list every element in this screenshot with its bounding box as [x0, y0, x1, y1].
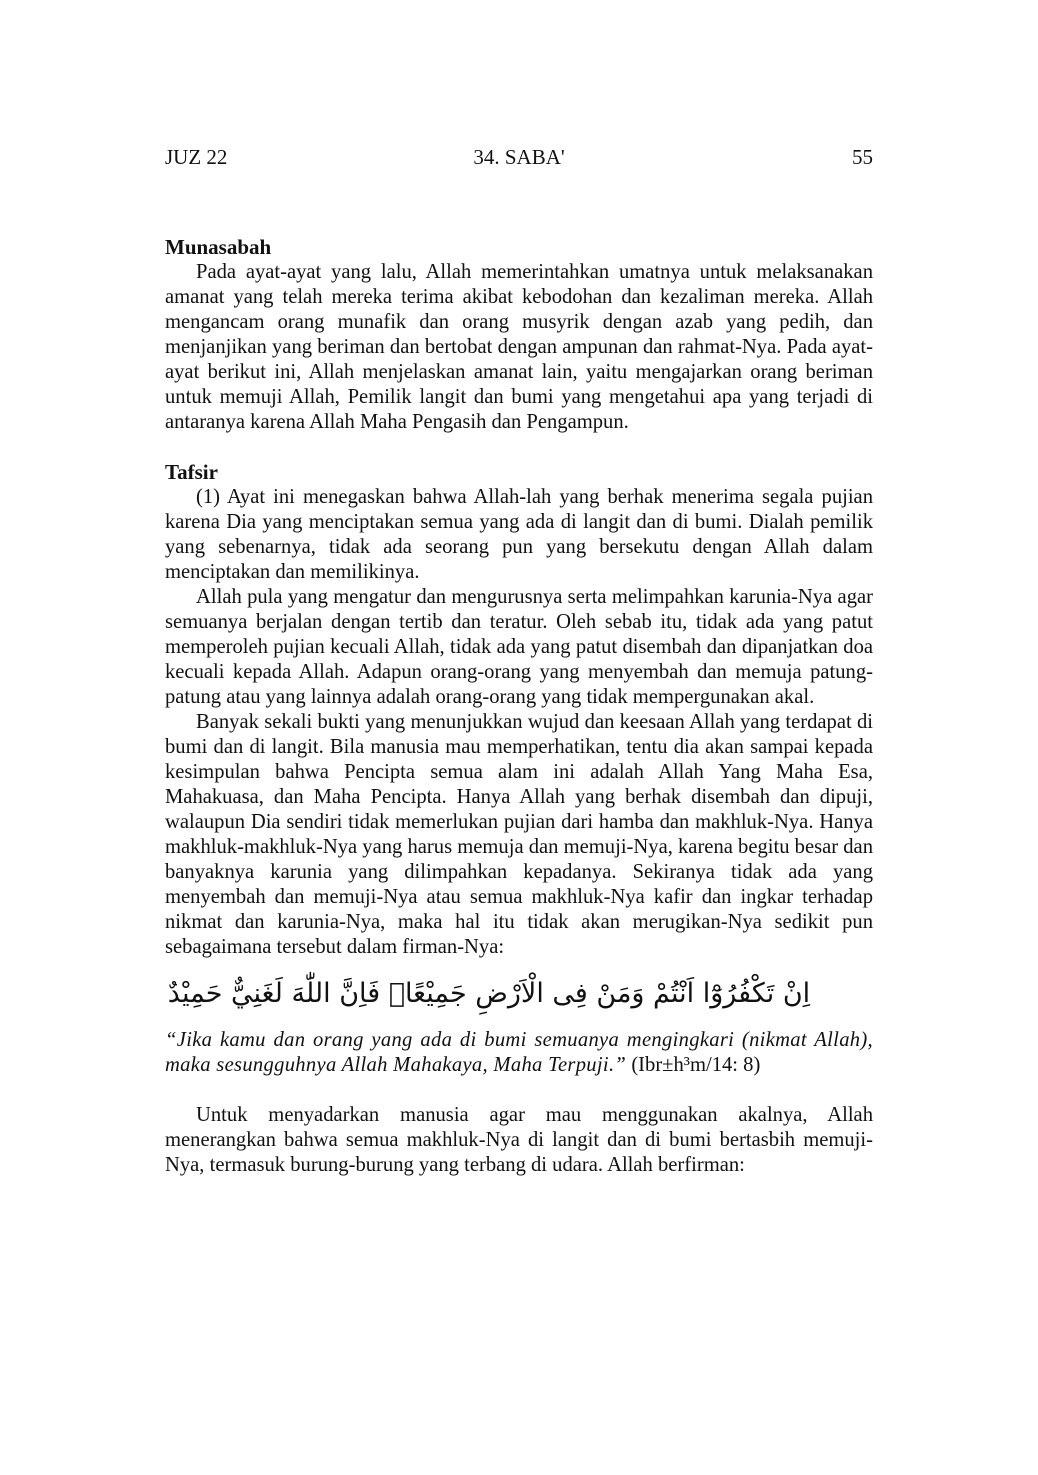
tafsir-section	[165, 460, 873, 1178]
section-spacer	[165, 435, 873, 460]
verse-translation	[165, 1028, 873, 1078]
tafsir-heading: Tafsir	[165, 460, 218, 484]
juz-label: JUZ 22	[165, 145, 228, 169]
munasabah-section	[165, 235, 873, 435]
running-head	[165, 144, 873, 170]
section-spacer	[165, 1078, 873, 1103]
munasabah-paragraph: Pada ayat-ayat yang lalu, Allah memerintahkan umatnya untuk melaksanakan amanat yang telah mereka terima akibat kebodohan dan kezaliman mereka. Allah mengancam orang munafik dan orang musyrik dengan azab yang pedih, dan menjanjikan yang beriman dan bertobat dengan ampunan dan rahmat-Nya. Pada ayat-ayat berikut ini, Allah menjelaskan amanat lain, yaitu mengajarkan orang beriman untuk memuji Allah, Pemilik langit dan bumi yang mengetahui apa yang terjadi di antaranya karena Allah Maha Pengasih dan Pengampun.	[165, 261, 873, 433]
munasabah-heading: Munasabah	[165, 235, 272, 259]
translation-quote: “Jika kamu dan orang yang ada di bumi semuanya mengingkari (nikmat Allah), maka sesungguhnya Allah Mahakaya, Maha Terpuji.”	[165, 1029, 873, 1076]
tafsir-paragraph: Banyak sekali bukti yang menunjukkan wujud dan keesaan Allah yang terdapat di bumi dan di langit. Bila manusia mau memperhatikan, tentu dia akan sampai kepada kesimpulan bahwa Pencipta semua alam ini adalah Allah Yang Maha Esa, Mahakuasa, dan Maha Pencipta. Hanya Allah yang berhak disembah dan dipuji, walaupun Dia sendiri tidak memerlukan pujian dari hamba dan makhluk-Nya. Hanya makhluk-makhluk-Nya yang harus memuja dan memuji-Nya, karena begitu besar dan banyaknya karunia yang dilimpahkan kepadanya. Sekiranya tidak ada yang menyembah dan memuji-Nya atau semua makhluk-Nya kafir dan ingkar terhadap nikmat dan karunia-Nya, maka hal itu tidak akan merugikan-Nya sedikit pun sebagaimana tersebut dalam firman-Nya:	[165, 711, 873, 958]
verse-reference: (Ibr±h³m/14: 8)	[631, 1054, 761, 1076]
tafsir-paragraph: Allah pula yang mengatur dan mengurusnya serta melimpahkan karunia-Nya agar semuanya berjalan dengan tertib dan teratur. Oleh sebab itu, tidak ada yang patut memperoleh pujian kecuali Allah, tidak ada yang patut disembah dan dipanjatkan doa kecuali kepada Allah. Adapun orang-orang yang menyembah dan memuja patung-patung atau yang lainnya adalah orang-orang yang tidak mempergunakan akal.	[165, 586, 873, 708]
surah-title: 34. SABA'	[473, 145, 565, 169]
tafsir-paragraph: (1) Ayat ini menegaskan bahwa Allah-lah yang berhak menerima segala pujian karena Dia yang menciptakan semua yang ada di langit dan di bumi. Dialah pemilik yang sebenarnya, tidak ada seorang pun yang bersekutu dengan Allah dalam menciptakan dan memilikinya.	[165, 486, 873, 583]
page-content	[165, 235, 873, 1178]
closing-paragraph: Untuk menyadarkan manusia agar mau menggunakan akalnya, Allah menerangkan bahwa semua makhluk-Nya di langit dan di bumi bertasbih memuji-Nya, termasuk burung-burung yang terbang di udara. Allah berfirman:	[165, 1104, 873, 1176]
arabic-verse: اِنْ تَكْفُرُوْٓا اَنْتُمْ وَمَنْ فِى الْاَرْضِ جَمِيْعًاۙ فَاِنَّ اللّٰهَ لَغَنِيٌّ حَمِيْدٌ	[167, 978, 811, 1009]
page-number: 55	[852, 145, 873, 169]
